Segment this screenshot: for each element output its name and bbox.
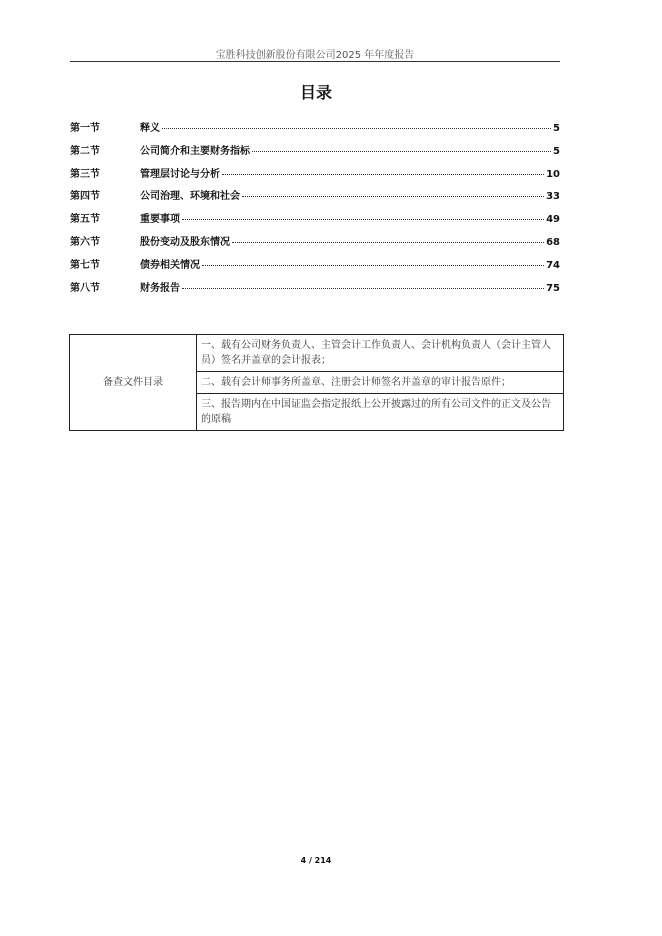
toc-section-title: 重要事项 — [140, 214, 180, 226]
reference-documents-table — [69, 334, 564, 431]
toc-section-number: 第七节 — [70, 259, 100, 271]
toc-section-title: 管理层讨论与分析 — [140, 168, 220, 180]
toc-entry-8[interactable] — [70, 279, 560, 302]
toc-section-number: 第一节 — [70, 123, 100, 134]
toc-section-title: 股份变动及股东情况 — [140, 236, 230, 248]
toc-page-number: 10 — [546, 168, 560, 180]
toc-leader — [182, 219, 544, 220]
toc-leader — [202, 265, 544, 266]
toc-page-number: 75 — [546, 282, 560, 294]
page-number-footer: 4 / 214 — [300, 856, 332, 865]
table-of-contents — [70, 119, 560, 301]
toc-entry-4[interactable] — [70, 187, 560, 210]
toc-page-number: 74 — [546, 259, 560, 271]
toc-section-title: 公司治理、环境和社会 — [140, 191, 240, 203]
reference-document-item: 三、报告期内在中国证监会指定报纸上公开披露过的所有公司文件的正文及公告的原稿 — [197, 394, 564, 431]
toc-section-number: 第四节 — [70, 191, 100, 203]
running-header: 宝胜科技创新股份有限公司2025 年年度报告 — [215, 50, 415, 61]
toc-leader — [242, 196, 544, 197]
toc-entry-5[interactable] — [70, 210, 560, 233]
toc-entry-3[interactable] — [70, 165, 560, 188]
toc-section-number: 第三节 — [70, 168, 100, 180]
reference-documents-label: 备查文件目录 — [70, 335, 197, 431]
toc-section-title: 释义 — [140, 123, 160, 134]
header-divider — [70, 61, 560, 62]
toc-page-number: 5 — [553, 123, 560, 134]
toc-leader — [252, 151, 551, 152]
toc-entry-6[interactable] — [70, 233, 560, 256]
toc-page-number: 49 — [546, 214, 560, 226]
toc-entry-7[interactable] — [70, 256, 560, 279]
toc-section-number: 第六节 — [70, 236, 100, 248]
table-row — [70, 335, 564, 372]
toc-leader — [162, 128, 551, 129]
toc-section-number: 第五节 — [70, 214, 100, 226]
toc-entry-2[interactable] — [70, 142, 560, 165]
toc-section-title: 债券相关情况 — [140, 259, 200, 271]
toc-leader — [232, 242, 544, 243]
toc-page-number: 68 — [546, 236, 560, 248]
toc-section-title: 财务报告 — [140, 282, 180, 294]
reference-document-item: 二、载有会计师事务所盖章、注册会计师签名并盖章的审计报告原件； — [197, 372, 564, 394]
toc-title: 目录 — [299, 83, 332, 102]
toc-section-number: 第八节 — [70, 282, 100, 294]
toc-section-number: 第二节 — [70, 145, 100, 157]
toc-page-number: 5 — [553, 145, 560, 157]
toc-entry-1[interactable] — [70, 119, 560, 142]
toc-page-number: 33 — [546, 191, 560, 203]
toc-leader — [222, 174, 544, 175]
toc-leader — [182, 288, 544, 289]
toc-section-title: 公司简介和主要财务指标 — [140, 145, 250, 157]
reference-document-item: 一、载有公司财务负责人、主管会计工作负责人、会计机构负责人（会计主管人员）签名并盖章的会计报表； — [197, 335, 564, 372]
